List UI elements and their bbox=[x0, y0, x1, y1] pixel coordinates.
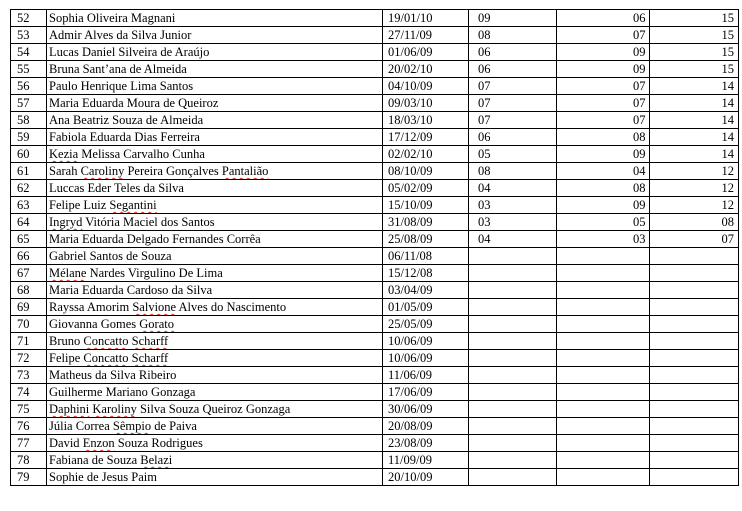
student-table bbox=[10, 9, 739, 486]
score-total: 12 bbox=[649, 163, 738, 180]
student-name bbox=[47, 95, 383, 112]
table-row bbox=[11, 316, 739, 333]
score-total: 14 bbox=[649, 129, 738, 146]
birth-date: 25/05/09 bbox=[383, 316, 469, 333]
student-name bbox=[47, 248, 383, 265]
table-row bbox=[11, 180, 739, 197]
score-b: 09 bbox=[557, 197, 650, 214]
score-b: 08 bbox=[557, 180, 650, 197]
score-a bbox=[469, 452, 557, 469]
spellcheck-word: Gorato bbox=[139, 317, 174, 331]
student-name bbox=[47, 10, 383, 27]
score-total bbox=[649, 469, 738, 486]
row-number: 52 bbox=[11, 10, 47, 27]
score-total: 12 bbox=[649, 180, 738, 197]
score-a bbox=[469, 248, 557, 265]
student-name bbox=[47, 435, 383, 452]
score-total bbox=[649, 265, 738, 282]
score-total: 14 bbox=[649, 95, 738, 112]
score-total: 15 bbox=[649, 44, 738, 61]
score-b bbox=[557, 316, 650, 333]
score-b: 07 bbox=[557, 27, 650, 44]
score-a: 05 bbox=[469, 146, 557, 163]
row-number: 65 bbox=[11, 231, 47, 248]
birth-date: 20/08/09 bbox=[383, 418, 469, 435]
student-name bbox=[47, 418, 383, 435]
spellcheck-word: Concatto bbox=[83, 334, 129, 348]
score-b bbox=[557, 350, 650, 367]
row-number: 73 bbox=[11, 367, 47, 384]
score-b: 03 bbox=[557, 231, 650, 248]
birth-date: 02/02/10 bbox=[383, 146, 469, 163]
name-segment: Felipe Luiz bbox=[49, 198, 110, 212]
score-total bbox=[649, 282, 738, 299]
student-name bbox=[47, 27, 383, 44]
score-total bbox=[649, 401, 738, 418]
score-b bbox=[557, 452, 650, 469]
name-segment: Silva Souza Queiroz Gonzaga bbox=[136, 402, 291, 416]
student-name bbox=[47, 231, 383, 248]
name-segment: Nardes Virgulino De Lima bbox=[86, 266, 223, 280]
table-row bbox=[11, 265, 739, 282]
score-total: 14 bbox=[649, 78, 738, 95]
score-a: 03 bbox=[469, 197, 557, 214]
table-row bbox=[11, 61, 739, 78]
student-name bbox=[47, 146, 383, 163]
score-a: 08 bbox=[469, 27, 557, 44]
score-total: 14 bbox=[649, 112, 738, 129]
name-segment: Gabriel Santos de Souza bbox=[49, 249, 172, 263]
birth-date: 25/08/09 bbox=[383, 231, 469, 248]
score-total: 15 bbox=[649, 27, 738, 44]
score-a: 07 bbox=[469, 112, 557, 129]
name-segment: Rayssa Amorim bbox=[49, 300, 133, 314]
score-a bbox=[469, 265, 557, 282]
score-b bbox=[557, 248, 650, 265]
table-row bbox=[11, 197, 739, 214]
score-total: 15 bbox=[649, 61, 738, 78]
spellcheck-word: Caroliny bbox=[80, 164, 125, 178]
score-b: 09 bbox=[557, 146, 650, 163]
score-b: 05 bbox=[557, 214, 650, 231]
table-row bbox=[11, 95, 739, 112]
row-number: 58 bbox=[11, 112, 47, 129]
name-segment: Bruno bbox=[49, 334, 84, 348]
score-b bbox=[557, 384, 650, 401]
spellcheck-word: Mélane bbox=[49, 266, 87, 280]
table-row bbox=[11, 163, 739, 180]
name-segment: Felipe bbox=[49, 351, 84, 365]
name-segment: Sophie de Jesus Paim bbox=[49, 470, 157, 484]
birth-date: 09/03/10 bbox=[383, 95, 469, 112]
spellcheck-word: Segantini bbox=[109, 198, 157, 212]
score-a bbox=[469, 418, 557, 435]
student-name bbox=[47, 350, 383, 367]
row-number: 74 bbox=[11, 384, 47, 401]
table-row bbox=[11, 401, 739, 418]
birth-date: 27/11/09 bbox=[383, 27, 469, 44]
student-name bbox=[47, 44, 383, 61]
table-row bbox=[11, 129, 739, 146]
student-name bbox=[47, 265, 383, 282]
birth-date: 03/04/09 bbox=[383, 282, 469, 299]
row-number: 71 bbox=[11, 333, 47, 350]
table-row bbox=[11, 333, 739, 350]
birth-date: 11/09/09 bbox=[383, 452, 469, 469]
score-a: 04 bbox=[469, 180, 557, 197]
row-number: 72 bbox=[11, 350, 47, 367]
score-a: 03 bbox=[469, 214, 557, 231]
table-row bbox=[11, 78, 739, 95]
name-segment: Maria Eduarda Cardoso da Silva bbox=[49, 283, 213, 297]
row-number: 66 bbox=[11, 248, 47, 265]
row-number: 63 bbox=[11, 197, 47, 214]
student-name bbox=[47, 78, 383, 95]
name-segment: Sophia Oliveira Magnani bbox=[49, 11, 176, 25]
name-segment: Maria Eduarda Moura de Queiroz bbox=[49, 96, 219, 110]
score-total bbox=[649, 418, 738, 435]
score-b: 07 bbox=[557, 78, 650, 95]
spellcheck-word: Concatto bbox=[83, 351, 129, 365]
birth-date: 10/06/09 bbox=[383, 350, 469, 367]
table-row bbox=[11, 350, 739, 367]
table-row bbox=[11, 231, 739, 248]
spellcheck-word: Karoliny bbox=[92, 402, 137, 416]
score-total bbox=[649, 384, 738, 401]
student-name bbox=[47, 282, 383, 299]
name-segment: Sarah bbox=[49, 164, 81, 178]
score-a bbox=[469, 384, 557, 401]
score-a bbox=[469, 469, 557, 486]
spellcheck-word: Enzon bbox=[82, 436, 115, 450]
student-name bbox=[47, 197, 383, 214]
name-segment: David bbox=[49, 436, 83, 450]
score-b bbox=[557, 367, 650, 384]
row-number: 76 bbox=[11, 418, 47, 435]
score-total bbox=[649, 367, 738, 384]
birth-date: 08/10/09 bbox=[383, 163, 469, 180]
student-name bbox=[47, 401, 383, 418]
name-segment: Fabiana de Souza bbox=[49, 453, 141, 467]
spellcheck-word: Scharff bbox=[131, 351, 169, 365]
student-name bbox=[47, 316, 383, 333]
score-total bbox=[649, 435, 738, 452]
score-total bbox=[649, 316, 738, 333]
student-name bbox=[47, 180, 383, 197]
table-row bbox=[11, 299, 739, 316]
row-number: 59 bbox=[11, 129, 47, 146]
score-total bbox=[649, 248, 738, 265]
student-name bbox=[47, 384, 383, 401]
row-number: 53 bbox=[11, 27, 47, 44]
spellcheck-word: Pantalião bbox=[221, 164, 269, 178]
birth-date: 04/10/09 bbox=[383, 78, 469, 95]
score-b bbox=[557, 435, 650, 452]
score-total bbox=[649, 333, 738, 350]
row-number: 57 bbox=[11, 95, 47, 112]
row-number: 64 bbox=[11, 214, 47, 231]
score-b bbox=[557, 265, 650, 282]
table-row bbox=[11, 10, 739, 27]
student-name bbox=[47, 367, 383, 384]
table-row bbox=[11, 469, 739, 486]
score-total: 15 bbox=[649, 10, 738, 27]
score-b: 07 bbox=[557, 112, 650, 129]
row-number: 55 bbox=[11, 61, 47, 78]
score-a bbox=[469, 367, 557, 384]
name-segment: Admir Alves da Silva Junior bbox=[49, 28, 192, 42]
row-number: 78 bbox=[11, 452, 47, 469]
table-row bbox=[11, 367, 739, 384]
name-segment: Luccas Eder Teles da Silva bbox=[49, 181, 184, 195]
birth-date: 01/06/09 bbox=[383, 44, 469, 61]
score-b bbox=[557, 401, 650, 418]
name-segment: Maria Eduarda Delgado Fernandes Corrêa bbox=[49, 232, 261, 246]
student-name bbox=[47, 299, 383, 316]
student-name bbox=[47, 469, 383, 486]
table-row bbox=[11, 146, 739, 163]
score-b bbox=[557, 299, 650, 316]
birth-date: 15/10/09 bbox=[383, 197, 469, 214]
birth-date: 20/02/10 bbox=[383, 61, 469, 78]
birth-date: 19/01/10 bbox=[383, 10, 469, 27]
birth-date: 06/11/08 bbox=[383, 248, 469, 265]
score-b: 07 bbox=[557, 95, 650, 112]
table-row bbox=[11, 452, 739, 469]
birth-date: 18/03/10 bbox=[383, 112, 469, 129]
name-segment: Lucas Daniel Silveira de Araújo bbox=[49, 45, 210, 59]
score-total bbox=[649, 299, 738, 316]
name-segment: Souza Rodrigues bbox=[114, 436, 203, 450]
row-number: 61 bbox=[11, 163, 47, 180]
table-row bbox=[11, 435, 739, 452]
score-a bbox=[469, 333, 557, 350]
score-total: 12 bbox=[649, 197, 738, 214]
table-row bbox=[11, 418, 739, 435]
birth-date: 01/05/09 bbox=[383, 299, 469, 316]
table-row bbox=[11, 112, 739, 129]
table-row bbox=[11, 384, 739, 401]
score-a: 07 bbox=[469, 95, 557, 112]
student-name bbox=[47, 333, 383, 350]
score-a: 06 bbox=[469, 61, 557, 78]
document-page bbox=[10, 9, 739, 486]
row-number: 56 bbox=[11, 78, 47, 95]
spellcheck-word: Sêmpio bbox=[112, 419, 152, 433]
student-name bbox=[47, 61, 383, 78]
score-a bbox=[469, 435, 557, 452]
score-total bbox=[649, 452, 738, 469]
birth-date: 11/06/09 bbox=[383, 367, 469, 384]
spellcheck-word: Belazi bbox=[140, 453, 173, 467]
name-segment: Alves do Nascimento bbox=[176, 300, 287, 314]
birth-date: 31/08/09 bbox=[383, 214, 469, 231]
row-number: 77 bbox=[11, 435, 47, 452]
row-number: 60 bbox=[11, 146, 47, 163]
row-number: 79 bbox=[11, 469, 47, 486]
name-segment: Matheus da Silva Ribeiro bbox=[49, 368, 177, 382]
name-segment: Guilherme Mariano Gonzaga bbox=[49, 385, 196, 399]
table-row bbox=[11, 214, 739, 231]
row-number: 68 bbox=[11, 282, 47, 299]
birth-date: 23/08/09 bbox=[383, 435, 469, 452]
spellcheck-word: Salvione bbox=[132, 300, 177, 314]
name-segment: Giovanna Gomes bbox=[49, 317, 140, 331]
student-name bbox=[47, 163, 383, 180]
score-a bbox=[469, 282, 557, 299]
score-a bbox=[469, 401, 557, 418]
score-b bbox=[557, 333, 650, 350]
score-b: 09 bbox=[557, 44, 650, 61]
spellcheck-word: Kezia bbox=[49, 147, 79, 161]
spellcheck-word: Ingryd bbox=[49, 215, 83, 229]
score-b: 08 bbox=[557, 129, 650, 146]
birth-date: 10/06/09 bbox=[383, 333, 469, 350]
score-total: 08 bbox=[649, 214, 738, 231]
row-number: 62 bbox=[11, 180, 47, 197]
name-segment: de Paiva bbox=[151, 419, 197, 433]
row-number: 70 bbox=[11, 316, 47, 333]
student-name bbox=[47, 112, 383, 129]
score-total: 14 bbox=[649, 146, 738, 163]
student-table-body bbox=[11, 10, 739, 486]
score-b bbox=[557, 418, 650, 435]
name-segment: Pereira Gonçalves bbox=[124, 164, 222, 178]
name-segment: Ana Beatriz Souza de Almeida bbox=[49, 113, 204, 127]
row-number: 69 bbox=[11, 299, 47, 316]
score-a: 06 bbox=[469, 129, 557, 146]
spellcheck-word: Scharff bbox=[131, 334, 169, 348]
name-segment: Melissa Carvalho Cunha bbox=[78, 147, 205, 161]
score-a: 04 bbox=[469, 231, 557, 248]
name-segment: Bruna Sant’ana de Almeida bbox=[49, 62, 187, 76]
score-total: 07 bbox=[649, 231, 738, 248]
score-a bbox=[469, 299, 557, 316]
name-segment: Júlia Correa bbox=[49, 419, 113, 433]
table-row bbox=[11, 44, 739, 61]
birth-date: 17/06/09 bbox=[383, 384, 469, 401]
row-number: 75 bbox=[11, 401, 47, 418]
table-row bbox=[11, 248, 739, 265]
name-segment: Fabiola Eduarda Dias Ferreira bbox=[49, 130, 200, 144]
score-a bbox=[469, 350, 557, 367]
score-b bbox=[557, 469, 650, 486]
table-row bbox=[11, 282, 739, 299]
score-a bbox=[469, 316, 557, 333]
birth-date: 20/10/09 bbox=[383, 469, 469, 486]
score-b: 04 bbox=[557, 163, 650, 180]
row-number: 54 bbox=[11, 44, 47, 61]
score-a: 08 bbox=[469, 163, 557, 180]
score-a: 06 bbox=[469, 44, 557, 61]
row-number: 67 bbox=[11, 265, 47, 282]
student-name bbox=[47, 129, 383, 146]
birth-date: 05/02/09 bbox=[383, 180, 469, 197]
score-a: 09 bbox=[469, 10, 557, 27]
spellcheck-word: Daphini bbox=[49, 402, 90, 416]
birth-date: 30/06/09 bbox=[383, 401, 469, 418]
score-b: 09 bbox=[557, 61, 650, 78]
birth-date: 15/12/08 bbox=[383, 265, 469, 282]
name-segment: Paulo Henrique Lima Santos bbox=[49, 79, 194, 93]
score-total bbox=[649, 350, 738, 367]
student-name bbox=[47, 452, 383, 469]
score-a: 07 bbox=[469, 78, 557, 95]
birth-date: 17/12/09 bbox=[383, 129, 469, 146]
name-segment: Vitória Maciel dos Santos bbox=[82, 215, 215, 229]
score-b: 06 bbox=[557, 10, 650, 27]
score-b bbox=[557, 282, 650, 299]
student-name bbox=[47, 214, 383, 231]
table-row bbox=[11, 27, 739, 44]
